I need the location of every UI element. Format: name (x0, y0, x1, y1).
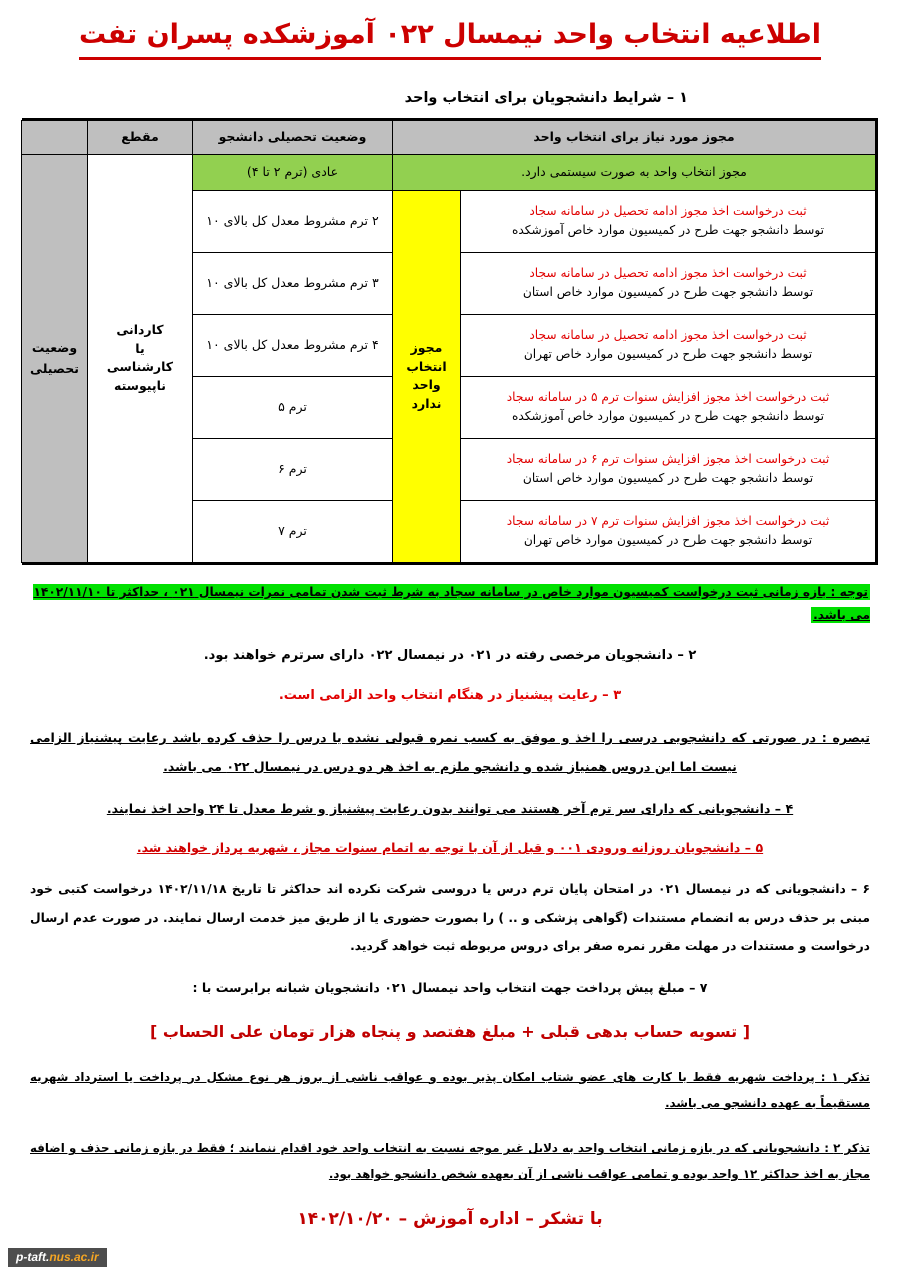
thanks-line: با تشکر – اداره آموزش – ۱۴۰۲/۱۰/۲۰ (297, 1209, 603, 1229)
no-permit-line-2: انتخاب (406, 358, 447, 374)
cell-permit-4 (461, 376, 876, 438)
cell-status-3: ۴ ترم مشروط معدل کل بالای ۱۰ (192, 314, 392, 376)
cell-permit-6 (461, 500, 876, 562)
permit-red-3: ثبت درخواست اخذ مجوز ادامه تحصیل در سامانه سجاد (529, 328, 807, 343)
page-title: اطلاعیه انتخاب واحد نیمسال ۰۲۲ آموزشکده پسران تفت (79, 18, 821, 60)
permit-black-4: توسط دانشجو جهت طرح در کمیسیون موارد خاص آموزشکده (511, 409, 825, 424)
reminder-note-2: تذکر ۲ : دانشجویانی که در بازه زمانی انتخاب واحد به دلایل غیر موجه نسبت به انتخاب واحد خود اقدام ننمایند ؛ فقط در بازه زمانی حذف و اضافه مجاز به اخذ حداکثر ۱۲ واحد بوده و تمامی عواقب ناشی از آن بعهده شخص دانشجو خواهد بود. (30, 1141, 870, 1182)
cell-permit-0: مجوز انتخاب واحد به صورت سیستمی دارد. (392, 154, 875, 190)
cell-permit-2 (461, 252, 876, 314)
cell-status-5: ترم ۶ (192, 438, 392, 500)
permit-black-6: توسط دانشجو جهت طرح در کمیسیون موارد خاص تهران (523, 533, 813, 548)
degree-line-3: کارشناسی (106, 359, 174, 375)
cell-permit-5 (461, 438, 876, 500)
vertical-label-line-2: تحصیلی (30, 361, 79, 377)
permit-red-5: ثبت درخواست اخذ مجوز افزایش سنوات ترم ۶ در سامانه سجاد (506, 452, 830, 467)
note-item-2: ۲ – دانشجویان مرخصی رفته در ۰۲۱ در نیمسال ۰۲۲ دارای سرترم خواهند بود. (203, 648, 697, 664)
reminder-note-1: تذکر ۱ : پرداخت شهریه فقط با کارت های عضو شتاب امکان پذیر بوده و عواقب ناشی از بروز هر نوع مشکل در پرداخت یا استرداد شهریه مستقیماً به عهده دانشجو می باشد. (30, 1069, 870, 1110)
degree-line-1: کاردانی (116, 321, 164, 337)
site-watermark (8, 1248, 107, 1267)
cell-status-4: ترم ۵ (192, 376, 392, 438)
note-tabsareh: تبصره : در صورتی که دانشجویی درسی را اخذ و موفق به کسب نمره قبولی نشده یا درس را حذف کرده باشد رعایت پیشنیاز الزامی نیست اما این دروس همنیاز شده و دانشجو ملزم به اخذ هر دو درس در نیمسال ۰۲۲ می باشد. (30, 730, 870, 774)
vertical-label-line-1: وضعیت (31, 340, 78, 355)
notes-section (30, 581, 870, 1189)
column-header-permit: مجوز مورد نیاز برای انتخاب واحد (392, 120, 875, 154)
conditions-table (21, 120, 876, 563)
attention-note-wrapper (30, 581, 870, 628)
degree-line-2: یا (135, 340, 145, 356)
cell-status-1: ۲ ترم مشروط معدل کل بالای ۱۰ (192, 190, 392, 252)
note-item-3: ۳ – رعایت پیشنیاز در هنگام انتخاب واحد الزامی است. (278, 688, 622, 704)
table-row (21, 154, 875, 190)
column-header-level: مقطع (87, 120, 192, 154)
note-item-4: ۴ – دانشجویانی که دارای سر ترم آخر هستند می توانند بدون رعایت پیشنیاز و شرط معدل تا ۲۴ واحد اخذ نمایند. (106, 800, 794, 816)
column-header-blank (21, 120, 87, 154)
cell-status-2: ۳ ترم مشروط معدل کل بالای ۱۰ (192, 252, 392, 314)
title-container (0, 0, 900, 60)
cell-permit-1 (461, 190, 876, 252)
permit-red-1: ثبت درخواست اخذ مجوز ادامه تحصیل در سامانه سجاد (529, 204, 807, 219)
conditions-table-wrapper (22, 118, 878, 565)
permit-black-5: توسط دانشجو جهت طرح در کمیسیون موارد خاص استان (522, 471, 814, 486)
cell-no-permit-badge (392, 190, 460, 562)
permit-black-2: توسط دانشجو جهت طرح در کمیسیون موارد خاص استان (522, 285, 814, 300)
cell-vertical-status-label (21, 154, 87, 562)
permit-red-4: ثبت درخواست اخذ مجوز افزایش سنوات ترم ۵ در سامانه سجاد (506, 390, 830, 405)
no-permit-line-4: ندارد (411, 396, 442, 411)
note-item-5: ۵ – دانشجویان روزانه ورودی ۰۰۱ و قبل از آن با توجه به اتمام سنوات مجاز ، شهریه پرداز خواهند شد. (136, 840, 764, 856)
permit-black-1: توسط دانشجو جهت طرح در کمیسیون موارد خاص آموزشکده (511, 223, 825, 238)
column-header-status: وضعیت تحصیلی دانشجو (192, 120, 392, 154)
cell-permit-3 (461, 314, 876, 376)
permit-black-3: توسط دانشجو جهت طرح در کمیسیون موارد خاص تهران (523, 347, 813, 362)
cell-status-0: عادی (ترم ۲ تا ۴) (192, 154, 392, 190)
watermark-secondary: nus.ac.ir (49, 1250, 99, 1264)
footer (0, 1209, 900, 1229)
section-1-heading: ۱ – شرایط دانشجویان برای انتخاب واحد (404, 89, 688, 106)
no-permit-line-1: مجوز (410, 339, 443, 355)
permit-red-6: ثبت درخواست اخذ مجوز افزایش سنوات ترم ۷ در سامانه سجاد (506, 514, 830, 529)
cell-degree-level (87, 154, 192, 562)
watermark-primary: p-taft. (16, 1250, 50, 1264)
degree-line-4: ناپیوسته (113, 378, 166, 393)
note-item-7: ۷ – مبلغ پیش پرداخت جهت انتخاب واحد نیمسال ۰۲۱ دانشجویان شبانه برابرست با : (192, 980, 708, 996)
note-item-6: ۶ – دانشجویانی که در نیمسال ۰۲۱ در امتحان پایان ترم درس یا دروسی شرکت نکرده اند حداکثر تا تاریخ ۱۴۰۲/۱۱/۱۸ درخواست کتبی خود مبنی بر حذف درس به انضمام مستندات (گواهی پزشکی و .. ) را بصورت حضوری یا از طریق میز خدمت ارسال نمایند. در صورت عدم ارسال درخواست و مستندات در مهلت مقرر نمره صفر برای دروس مربوطه ثبت خواهد گردید. (30, 882, 870, 953)
permit-red-2: ثبت درخواست اخذ مجوز ادامه تحصیل در سامانه سجاد (529, 266, 807, 281)
table-header-row (21, 120, 875, 154)
payment-amount-line: [ تسویه حساب بدهی قبلی + مبلغ هفتصد و پنجاه هزار تومان علی الحساب ] (149, 1021, 751, 1041)
cell-status-6: ترم ۷ (192, 500, 392, 562)
no-permit-line-3: واحد (412, 377, 441, 393)
attention-note: توجه : بازه زمانی ثبت درخواست کمیسیون موارد خاص در سامانه سجاد به شرط ثبت شدن تمامی نمرات نیمسال ۰۲۱ ، حداکثر تا ۱۴۰۲/۱۱/۱۰ می باشد. (33, 584, 870, 623)
